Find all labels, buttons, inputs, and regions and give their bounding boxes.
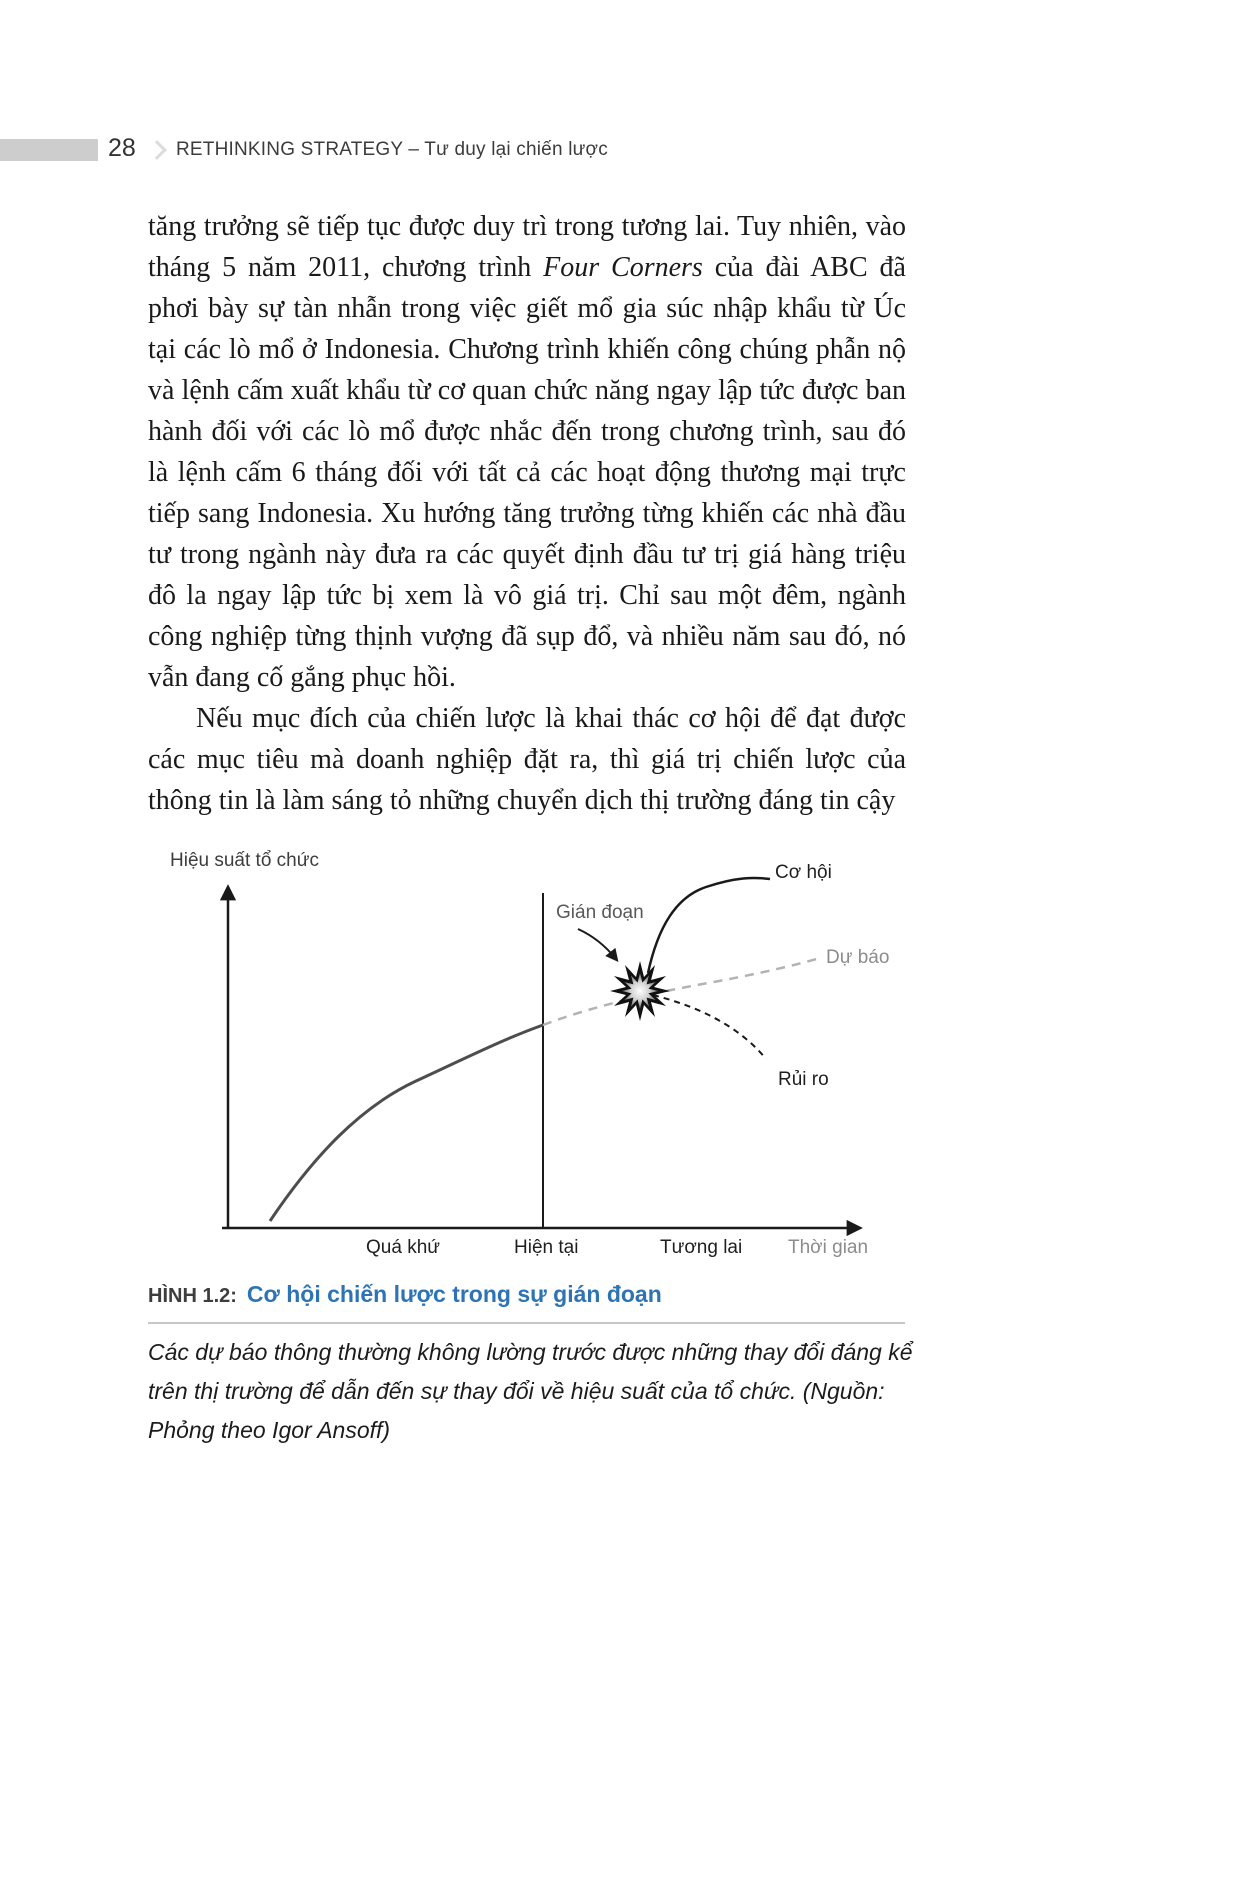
starburst-icon xyxy=(610,961,670,1021)
x-tick-future: Tương lai xyxy=(660,1237,743,1258)
figure-number: HÌNH 1.2: xyxy=(148,1285,237,1307)
x-tick-present: Hiện tại xyxy=(514,1237,579,1258)
caption-divider xyxy=(148,1322,905,1324)
figure-note: Các dự báo thông thường không lường trước được những thay đổi đáng kể trên thị trường để dẫn đến sự thay đổi về hiệu suất của tổ chức. (Nguồn: Phỏng theo Igor Ansoff) xyxy=(148,1339,913,1443)
risk-label: Rủi ro xyxy=(778,1069,829,1090)
program-title-italic: Four Corners xyxy=(543,252,703,283)
figure-1-2 xyxy=(148,845,908,1265)
forecast-curve xyxy=(543,958,820,1025)
figure-title: Cơ hội chiến lược trong sự gián đoạn xyxy=(246,1281,662,1307)
paragraph-1-rest: của đài ABC đã phơi bày sự tàn nhẫn trong việc giết mổ gia súc nhập khẩu từ Úc tại các lò mổ ở Indonesia. Chương trình khiến công chúng phẫn nộ và lệnh cấm xuất khẩu từ cơ quan chức năng ngay lập tức được ban hành đối với các lò mổ được nhắc đến trong chương trình, sau đó là lệnh cấm 6 tháng đối với tất cả các hoạt động thương mại trực tiếp sang Indonesia. Xu hướng tăng trưởng từng khiến các nhà đầu tư trong ngành này đưa ra các quyết định đầu tư trị giá hàng triệu đô la ngay lập tức bị xem là vô giá trị. Chỉ sau một đêm, ngành công nghiệp từng thịnh vượng đã sụp đổ, và nhiều năm sau đó, nó vẫn đang cố gắng phục hồi. xyxy=(148,252,906,693)
opportunity-label: Cơ hội xyxy=(775,862,832,883)
header-band xyxy=(0,139,98,161)
page-number: 28 xyxy=(108,134,136,162)
diagram-canvas xyxy=(148,845,908,1265)
y-axis-label: Hiệu suất tổ chức xyxy=(170,850,319,871)
risk-curve xyxy=(653,995,766,1059)
running-head: RETHINKING STRATEGY – Tư duy lại chiến lược xyxy=(176,139,608,160)
body-text xyxy=(148,206,906,821)
x-tick-past: Quá khứ xyxy=(366,1237,440,1258)
paragraph-1-start: tăng trưởng sẽ tiếp tục được duy trì trong tương lai. Tuy nhiên, vào tháng 5 năm 2011, chương trình xyxy=(148,211,906,283)
x-axis-label: Thời gian xyxy=(788,1237,869,1258)
performance-curve xyxy=(270,1025,543,1221)
paragraph-2: Nếu mục đích của chiến lược là khai thác cơ hội để đạt được các mục tiêu mà doanh nghiệp đặt ra, thì giá trị chiến lược của thông tin là làm sáng tỏ những chuyển dịch thị trường đáng tin cậy xyxy=(148,703,906,816)
forecast-label: Dự báo xyxy=(826,947,890,968)
figure-caption xyxy=(148,1281,662,1308)
discontinuity-label: Gián đoạn xyxy=(556,902,644,923)
paragraph-1 xyxy=(148,206,906,698)
chevron-icon xyxy=(147,140,167,160)
opportunity-curve xyxy=(648,878,770,973)
discontinuity-arrow xyxy=(578,929,616,959)
